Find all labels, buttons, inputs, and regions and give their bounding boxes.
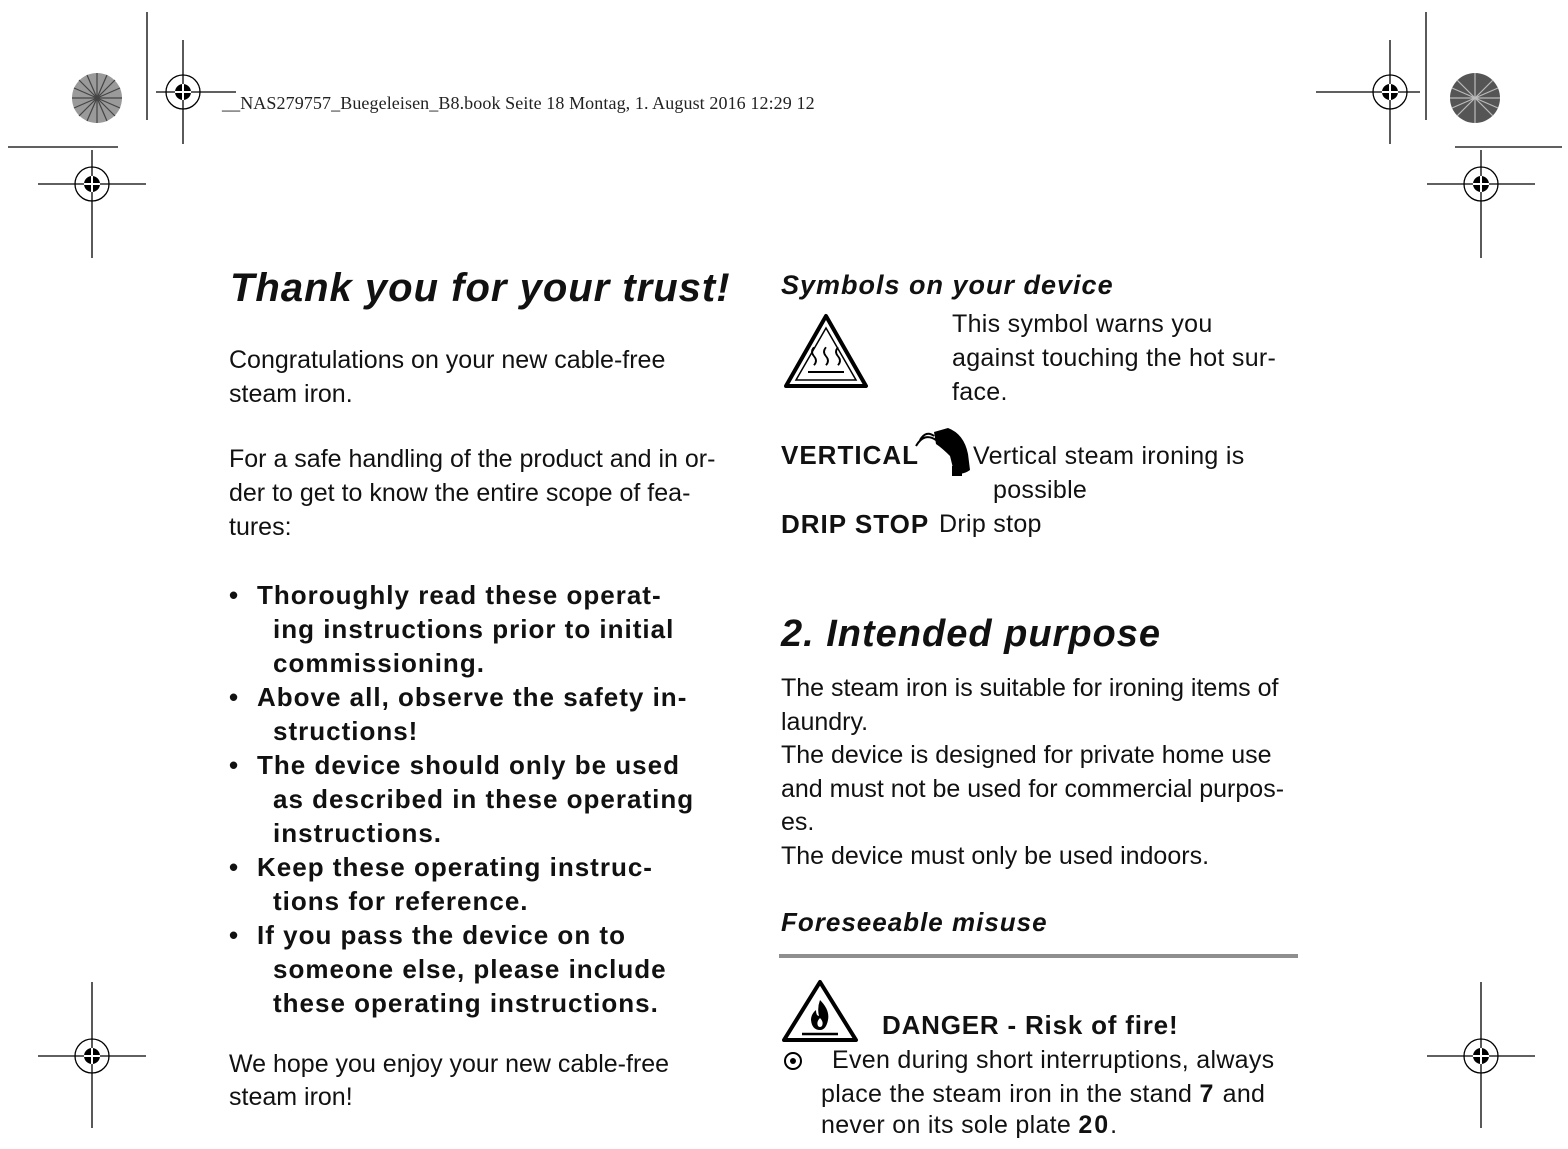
circle-dot-bullet-icon [782, 1050, 804, 1072]
closing-paragraph [229, 1048, 749, 1114]
drip-stop-label: DRIP STOP [781, 509, 930, 539]
text-line: steam iron! [229, 1083, 353, 1111]
page-title: Thank you for your trust! [230, 266, 731, 310]
vertical-steam-icon [912, 426, 978, 478]
list-item: • The device should only be used as described in these operating instructions. [229, 750, 695, 848]
instruction-bullet-list [229, 578, 769, 1020]
danger-text-line3: never on its sole plate 20. [821, 1111, 1118, 1139]
text-line: Congratulations on your new cable-free [229, 346, 666, 374]
text-line: We hope you enjoy your new cable-free [229, 1050, 670, 1078]
section-divider [779, 954, 1298, 958]
hot-surface-description: This symbol warns you against touching the hot sur- face. [952, 310, 1277, 406]
text-line: der to get to know the entire scope of fea- [229, 479, 691, 507]
danger-text-line2: place the steam iron in the stand 7 and [821, 1080, 1266, 1108]
intended-purpose-text: The steam iron is suitable for ironing items of laundry. The device is designed for private home use and must not be used for commercial purpos- es. The device must only be used indoors. [781, 674, 1285, 870]
text-line: For a safe handling of the product and in or- [229, 445, 716, 473]
danger-title: DANGER - Risk of fire! [882, 1010, 1179, 1040]
fire-warning-icon [782, 978, 860, 1044]
book-slug-line: __NAS279757_Buegeleisen_B8.book Seite 18 Montag, 1. August 2016 12:29 12 [222, 93, 815, 113]
congrats-paragraph [229, 343, 749, 411]
reference-number: 20 [1078, 1111, 1111, 1139]
foreseeable-misuse-heading: Foreseeable misuse [781, 907, 1048, 937]
text-line: steam iron. [229, 380, 353, 408]
color-starburst-icon-right [1450, 73, 1500, 123]
list-item: • Thoroughly read these operat- ing instructions prior to initial commissioning. [229, 580, 675, 678]
symbols-heading: Symbols on your device [781, 270, 1114, 300]
list-item: • Keep these operating instruc- tions for reference. [229, 852, 653, 916]
reference-number: 7 [1199, 1080, 1216, 1108]
vertical-description-line2: possible [993, 476, 1088, 504]
vertical-description-line1: Vertical steam ironing is [973, 442, 1245, 470]
danger-text-line1: Even during short interruptions, always [832, 1046, 1275, 1074]
list-item: • Above all, observe the safety in- structions! [229, 682, 688, 746]
color-starburst-icon-left [72, 73, 122, 123]
intended-purpose-heading: 2. Intended purpose [781, 613, 1162, 655]
vertical-label: VERTICAL [781, 440, 919, 470]
text-line: tures: [229, 513, 292, 541]
safe-handling-paragraph [229, 442, 759, 544]
list-item: • If you pass the device on to someone else, please include these operating instructions. [229, 920, 667, 1018]
drip-stop-description: Drip stop [939, 510, 1042, 538]
hot-surface-warning-icon [782, 312, 870, 390]
